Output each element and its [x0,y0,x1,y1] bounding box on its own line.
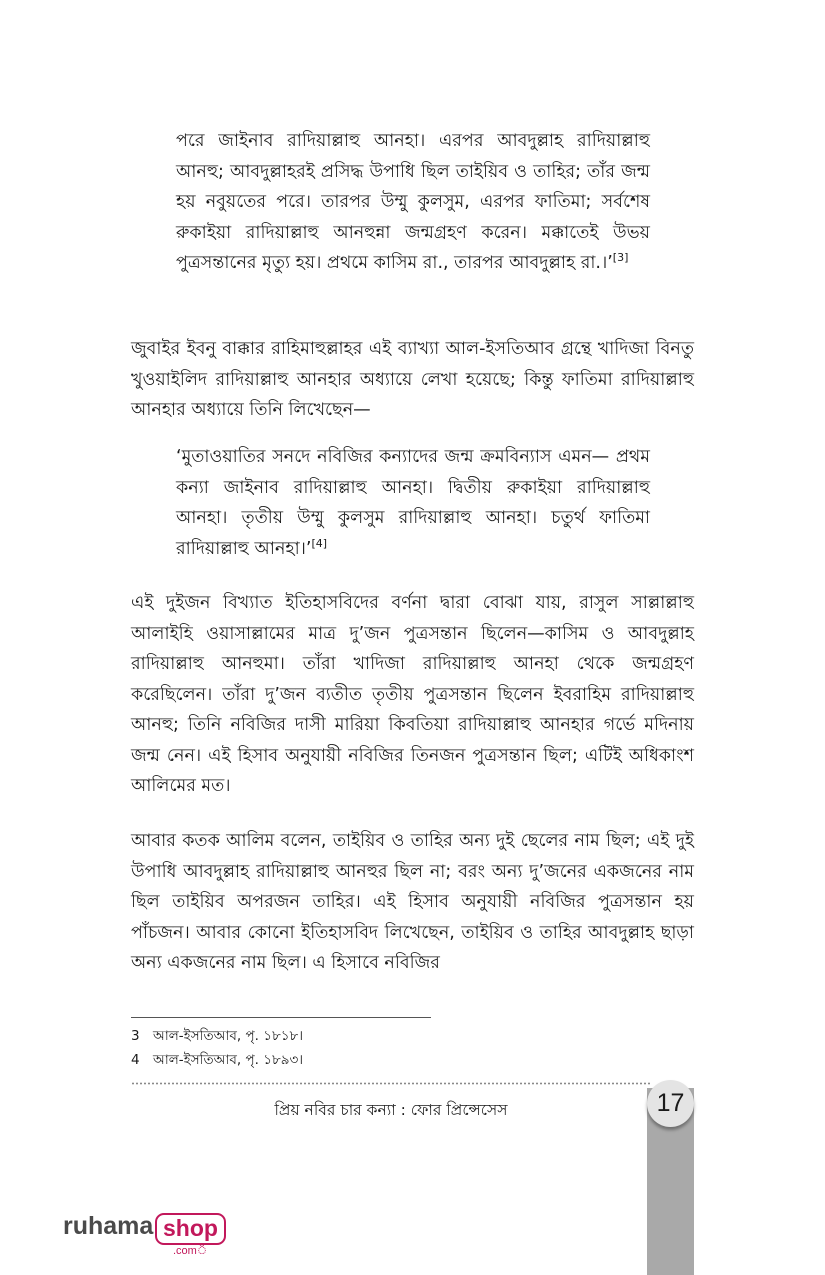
page-number: 17 [647,1080,694,1127]
running-title: প্রিয় নবির চার কন্যা : ফোর প্রিন্সেসেস [274,1101,508,1119]
footnote-ref-3[interactable]: [3] [612,251,629,264]
dotted-divider [131,1082,651,1085]
footnote-text: আল-ইসতিআব, পৃ. ১৮৯৩। [153,1052,304,1068]
footnote-4 [131,1050,303,1070]
footnote-ref-4[interactable]: [4] [311,536,328,550]
paragraph-2: এই দুইজন বিখ্যাত ইতিহাসবিদের বর্ণনা দ্বারা বোঝা যায়, রাসুল সাল্লাল্লাহু আলাইহি ওয়াসাল্লামের মাত্র দু’জন পুত্রসন্তান ছিলেন—কাসিম ও আবদুল্লাহ রাদিয়াল্লাহু আনহুমা। তাঁরা খাদিজা রাদিয়াল্লাহু আনহা থেকে জন্মগ্রহণ করেছিলেন। তাঁরা দু’জন ব্যতীত তৃতীয় পুত্রসন্তান ছিলেন ইবরাহিম রাদিয়াল্লাহু আনহু; তিনি নবিজির দাসী মারিয়া কিবতিয়া রাদিয়াল্লাহু আনহার গর্ভে মদিনায় জন্ম নেন। এই হিসাব অনুযায়ী নবিজির তিনজন পুত্রসন্তান ছিল; এটিই অধিকাংশ আলিমের মত। [131,593,694,796]
footnote-number: 3 [131,1028,140,1044]
logo-text-ruhama: ruhama [63,1212,154,1240]
paragraph-3: আবার কতক আলিম বলেন, তাইয়িব ও তাহির অন্য দুই ছেলের নাম ছিল; এই দুই উপাধি আবদুল্লাহ রাদিয়াল্লাহু আনহুর ছিল না; বরং অন্য দু’জনের একজনের নাম ছিল তাইয়িব অপরজন তাহির। এই হিসাব অনুযায়ী নবিজির পুত্রসন্তান হয় পাঁচজন। আবার কোনো ইতিহাসবিদ লিখেছেন, তাইয়িব ও তাহির আবদুল্লাহ ছাড়া অন্য একজনের নাম ছিল। এ হিসাবে নবিজির [131,831,694,973]
quote-2-text: ‘মুতাওয়াতির সনদে নবিজির কন্যাদের জন্ম ক্রমবিন্যাস এমন— প্রথম কন্যা জাইনাব রাদিয়াল্লাহু আনহা। দ্বিতীয় রুকাইয়া রাদিয়াল্লাহু আনহা। তৃতীয় উম্মু কুলসুম রাদিয়াল্লাহু আনহা। চতুর্থ ফাতিমা রাদিয়াল্লাহু আনহা।’ [176,447,650,559]
footnote-text: আল-ইসতিআব, পৃ. ১৮১৮। [153,1028,304,1044]
block-quote-2 [176,442,650,564]
block-quote-1 [176,126,650,279]
footnote-number: 4 [131,1052,140,1068]
quote-1-text: পরে জাইনাব রাদিয়াল্লাহু আনহা। এরপর আবদুল্লাহ রাদিয়াল্লাহু আনহু; আবদুল্লাহরই প্রসিদ্ধ উপাধি ছিল তাইয়িব ও তাহির; তাঁর জন্ম হয় নবুয়তের পরে। তারপর উম্মু কুলসুম, এরপর ফাতিমা; সর্বশেষ রুকাইয়া রাদিয়াল্লাহু আনহুন্না জন্মগ্রহণ করেন। মক্কাতেই উভয় পুত্রসন্তানের মৃত্যু হয়। প্রথমে কাসিম রা., তারপর আবদুল্লাহ রা.।’ [176,131,650,273]
footnote-3 [131,1026,303,1046]
logo-text-domain: .comঁ [173,1245,208,1257]
paragraph-1: জুবাইর ইবনু বাক্কার রাহিমাহুল্লাহর এই ব্যাখ্যা আল-ইসতিআব গ্রন্থে খাদিজা বিনতু খুওয়াইলিদ রাদিয়াল্লাহু আনহার অধ্যায়ে লেখা হয়েছে; কিন্তু ফাতিমা রাদিয়াল্লাহু আনহার অধ্যায়ে তিনি লিখেছেন— [131,339,694,420]
footnote-divider [131,1017,431,1018]
logo-text-shop: shop [155,1213,226,1245]
